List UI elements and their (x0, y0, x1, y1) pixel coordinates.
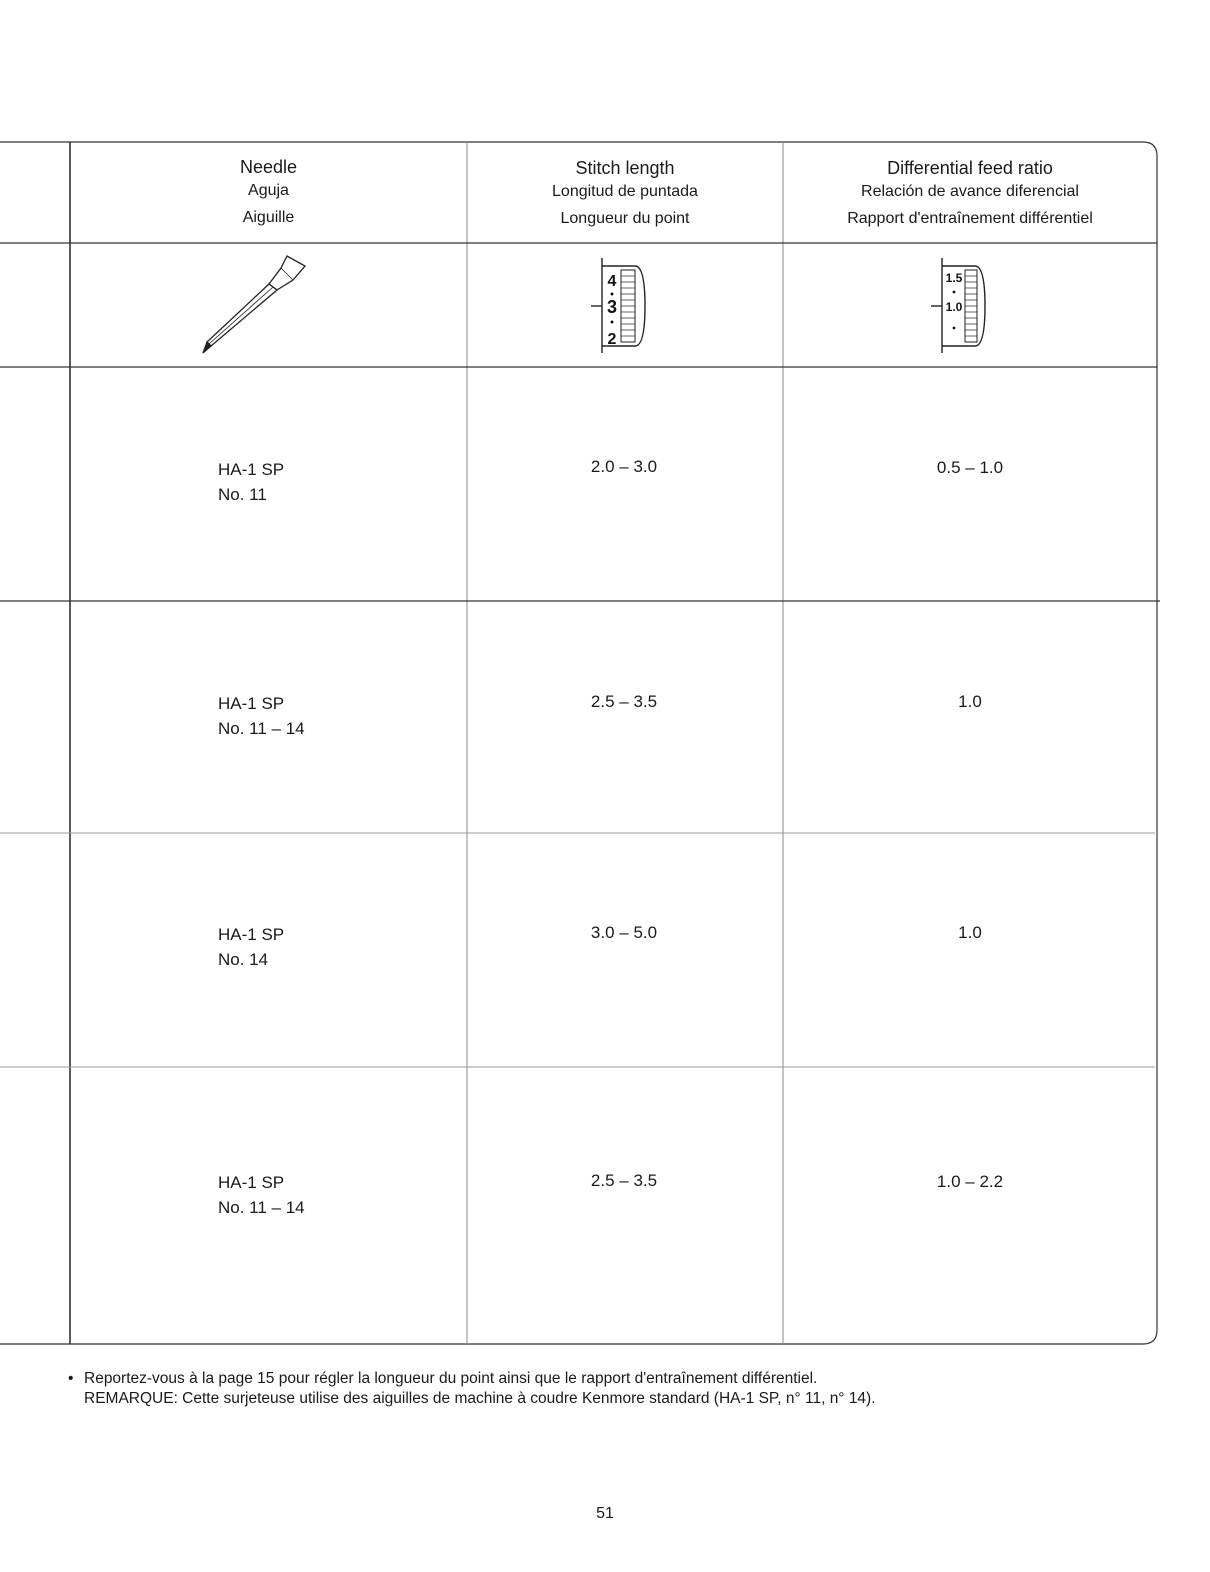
needle-type: HA-1 SP (218, 925, 285, 944)
stitch-length-value: 3.0 – 5.0 (590, 923, 658, 942)
header-stitch-fr: Longueur du point (560, 210, 690, 227)
needle-size: No. 14 (218, 950, 269, 969)
diff-ratio-value: 1.0 – 2.2 (936, 1172, 1004, 1191)
header-needle-fr: Aiguille (242, 209, 295, 226)
header-differential-feed (783, 159, 1157, 227)
bullet: • (68, 1370, 74, 1387)
footnotes (68, 1369, 876, 1409)
differential-feed-dial-icon (925, 256, 995, 356)
needle-size: No. 11 (218, 485, 267, 504)
needle-type: HA-1 SP (218, 460, 285, 479)
stitch-length-value: 2.5 – 3.5 (590, 1171, 658, 1190)
stitch-dial-number-2: 2 (607, 331, 617, 348)
diff-ratio-value: 0.5 – 1.0 (936, 458, 1004, 477)
needle-type: HA-1 SP (218, 1173, 285, 1192)
diff-ratio-value: 1.0 (958, 923, 982, 942)
footnote-text-1: Reportez-vous à la page 15 pour régler la longueur du point ainsi que le rapport d'entraînement différentiel. (84, 1370, 818, 1387)
header-stitch-en: Stitch length (575, 158, 675, 178)
page-number: 51 (596, 1505, 614, 1522)
header-needle (70, 158, 467, 226)
header-stitch-es: Longitud de puntada (552, 183, 698, 200)
stitch-dial-number-4: 4 (607, 273, 617, 290)
header-diff-en: Differential feed ratio (887, 158, 1053, 178)
diff-ratio-value: 1.0 (958, 692, 982, 711)
needle-size: No. 11 – 14 (218, 1198, 305, 1217)
needle-cell (218, 457, 284, 507)
header-needle-en: Needle (239, 157, 298, 177)
needle-cell (218, 1170, 305, 1220)
header-diff-es: Relación de avance diferencial (861, 183, 1079, 200)
stitch-dial-number-3: 3 (606, 297, 618, 317)
needle-size: No. 11 – 14 (218, 719, 305, 738)
needle-cell (218, 691, 305, 741)
stitch-length-value: 2.0 – 3.0 (590, 457, 658, 476)
needle-type: HA-1 SP (218, 694, 285, 713)
footnote-line-1 (68, 1369, 876, 1389)
stitch-length-value: 2.5 – 3.5 (590, 692, 658, 711)
footnote-line-2: REMARQUE: Cette surjeteuse utilise des aiguilles de machine à coudre Kenmore standard (HA-1 SP, n° 11, n° 14). (84, 1390, 876, 1407)
needle-icon (195, 250, 315, 360)
stitch-length-dial-icon (585, 256, 655, 356)
needle-cell (218, 922, 284, 972)
header-stitch-length (467, 159, 783, 227)
header-diff-fr: Rapport d'entraînement différentiel (847, 210, 1093, 227)
diff-dial-number-1-0: 1.0 (945, 300, 963, 314)
header-needle-es: Aguja (248, 182, 289, 199)
diff-dial-number-1-5: 1.5 (945, 271, 963, 285)
